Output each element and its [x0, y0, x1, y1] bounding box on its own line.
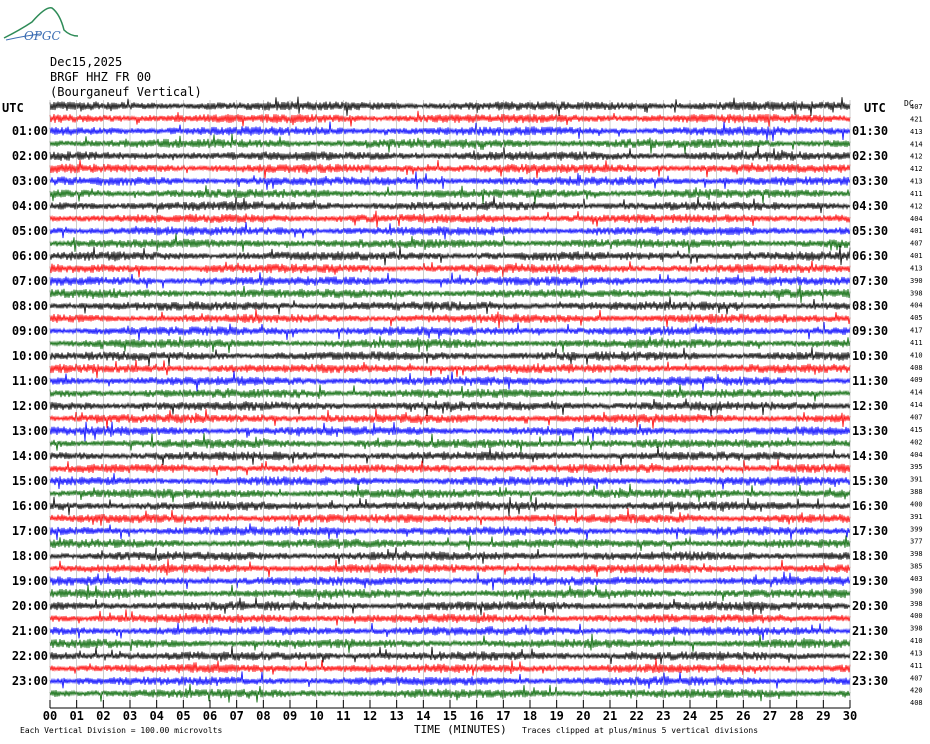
right-row-label: 03:30: [852, 174, 889, 188]
right-row-label: 21:30: [852, 624, 889, 638]
x-tick-label: 18: [522, 709, 538, 723]
left-row-label: 11:00: [11, 374, 48, 388]
right-utc-label: UTC: [864, 101, 886, 115]
x-tick-label: 04: [149, 709, 164, 723]
dc-offset-label: 402: [910, 438, 923, 447]
right-time-labels: [852, 124, 888, 688]
dc-offset-label: 398: [910, 550, 923, 559]
dc-offset-label: 400: [910, 612, 923, 621]
x-tick-label: 29: [816, 709, 831, 723]
dc-offset-label: 401: [910, 252, 923, 261]
dc-offset-labels: [910, 103, 923, 707]
left-row-label: 05:00: [11, 224, 48, 238]
dc-offset-label: 398: [910, 289, 923, 298]
dc-offset-label: 390: [910, 587, 923, 596]
x-tick-label: 24: [682, 709, 698, 723]
dc-offset-label: 404: [910, 214, 923, 223]
left-row-label: 18:00: [11, 549, 48, 563]
left-row-label: 21:00: [11, 624, 48, 638]
x-tick-label: 27: [762, 709, 778, 723]
dc-offset-label: 412: [910, 202, 923, 211]
left-row-label: 20:00: [11, 599, 48, 613]
x-tick-label: 26: [736, 709, 751, 723]
right-row-label: 01:30: [852, 124, 889, 138]
right-row-label: 15:30: [852, 474, 889, 488]
right-row-label: 07:30: [852, 274, 889, 288]
x-axis-title: TIME (MINUTES): [414, 723, 507, 736]
dc-offset-label: 410: [910, 637, 923, 646]
x-tick-label: 16: [469, 709, 484, 723]
x-tick-label: 03: [122, 709, 138, 723]
x-tick-label: 15: [442, 709, 458, 723]
x-tick-label: 25: [709, 709, 724, 723]
right-row-label: 04:30: [852, 199, 889, 213]
x-tick-label: 00: [42, 709, 58, 723]
left-row-label: 13:00: [11, 424, 48, 438]
right-row-label: 18:30: [852, 549, 889, 563]
x-tick-label: 21: [602, 709, 618, 723]
left-row-label: 06:00: [11, 249, 48, 263]
dc-offset-label: 417: [910, 326, 923, 335]
x-tick-label: 22: [629, 709, 644, 723]
left-row-label: 12:00: [11, 399, 48, 413]
dc-offset-label: 408: [910, 699, 923, 708]
left-row-label: 19:00: [11, 574, 48, 588]
x-tick-label: 10: [309, 709, 324, 723]
dc-offset-label: 413: [910, 649, 923, 658]
dc-offset-label: 413: [910, 177, 923, 186]
dc-offset-label: 401: [910, 227, 923, 236]
right-row-label: 23:30: [852, 674, 889, 688]
dc-offset-label: 413: [910, 264, 923, 273]
x-tick-label: 06: [202, 709, 218, 723]
vertical-division-note: Each Vertical Division = 100.00 microvolts: [20, 726, 223, 735]
station-code: BRGF HHZ FR 00: [50, 70, 152, 84]
x-tick-label: 19: [549, 709, 564, 723]
x-tick-label: 11: [336, 709, 351, 723]
x-tick-label: 20: [576, 709, 591, 723]
right-row-label: 05:30: [852, 224, 889, 238]
left-row-label: 22:00: [11, 649, 48, 663]
left-row-label: 03:00: [11, 174, 48, 188]
x-tick-label: 17: [496, 709, 511, 723]
x-tick-label: 12: [362, 709, 378, 723]
dc-offset-label: 407: [910, 239, 923, 248]
dc-offset-label: 414: [910, 140, 923, 149]
dc-offset-label: 411: [910, 189, 923, 198]
x-tick-label: 30: [842, 709, 858, 723]
right-row-label: 11:30: [852, 374, 889, 388]
dc-offset-label: 415: [910, 425, 923, 434]
left-row-label: 10:00: [11, 349, 48, 363]
right-row-label: 02:30: [852, 149, 889, 163]
dc-offset-label: 410: [910, 351, 923, 360]
right-row-label: 12:30: [852, 399, 889, 413]
left-row-label: 09:00: [11, 324, 48, 338]
right-row-label: 09:30: [852, 324, 889, 338]
dc-offset-label: 404: [910, 301, 923, 310]
left-utc-label: UTC: [2, 101, 24, 115]
x-tick-label: 28: [789, 709, 804, 723]
right-row-label: 17:30: [852, 524, 889, 538]
opgc-logo-text: OPGC: [24, 29, 61, 43]
x-tick-label: 13: [389, 709, 404, 723]
dc-offset-label: 391: [910, 475, 923, 484]
dc-offset-label: 421: [910, 115, 923, 124]
left-row-label: 15:00: [11, 474, 48, 488]
dc-offset-label: 407: [910, 413, 923, 422]
right-row-label: 13:30: [852, 424, 889, 438]
station-location: (Bourganeuf Vertical): [50, 85, 202, 99]
left-row-label: 04:00: [11, 199, 48, 213]
dc-offset-label: 398: [910, 624, 923, 633]
dc-offset-label: 405: [910, 314, 923, 323]
left-row-label: 14:00: [11, 449, 48, 463]
dc-offset-label: 385: [910, 562, 923, 571]
dc-offset-label: 414: [910, 388, 923, 397]
dc-offset-label: 391: [910, 512, 923, 521]
dc-offset-label: 408: [910, 363, 923, 372]
right-row-label: 20:30: [852, 599, 889, 613]
dc-column-label: DC: [904, 99, 914, 108]
dc-offset-label: 420: [910, 686, 923, 695]
x-tick-label: 08: [256, 709, 271, 723]
dc-offset-label: 413: [910, 127, 923, 136]
x-tick-label: 09: [282, 709, 298, 723]
x-tick-label: 05: [176, 709, 191, 723]
left-time-labels: [12, 124, 48, 688]
dc-offset-label: 411: [910, 338, 923, 347]
clip-note: Traces clipped at plus/minus 5 vertical divisions: [522, 726, 759, 735]
right-row-label: 16:30: [852, 499, 889, 513]
right-row-label: 08:30: [852, 299, 889, 313]
dc-offset-label: 407: [910, 103, 923, 111]
dc-offset-label: 388: [910, 488, 923, 497]
dc-offset-label: 409: [910, 376, 923, 385]
dc-offset-label: 414: [910, 401, 923, 410]
right-row-label: 22:30: [852, 649, 889, 663]
right-row-label: 19:30: [852, 574, 889, 588]
x-axis-ticks: [43, 700, 857, 723]
dc-offset-label: 411: [910, 661, 923, 670]
record-date: Dec15,2025: [50, 55, 123, 69]
left-row-label: 07:00: [11, 274, 48, 288]
dc-offset-label: 377: [910, 537, 923, 546]
left-row-label: 08:00: [11, 299, 48, 313]
x-tick-label: 02: [96, 709, 111, 723]
x-tick-label: 07: [229, 709, 244, 723]
dc-offset-label: 395: [910, 463, 923, 472]
dc-offset-label: 399: [910, 525, 923, 534]
x-tick-label: 23: [656, 709, 671, 723]
x-tick-label: 14: [416, 709, 431, 723]
dc-offset-label: 400: [910, 500, 923, 509]
right-row-label: 14:30: [852, 449, 889, 463]
dc-offset-label: 404: [910, 450, 923, 459]
right-row-label: 06:30: [852, 249, 889, 263]
dc-offset-label: 390: [910, 276, 923, 285]
dc-offset-label: 403: [910, 574, 923, 583]
x-tick-label: 01: [69, 709, 84, 723]
left-row-label: 01:00: [11, 124, 48, 138]
left-row-label: 23:00: [11, 674, 48, 688]
left-row-label: 17:00: [11, 524, 48, 538]
dc-offset-label: 398: [910, 599, 923, 608]
dc-offset-label: 412: [910, 165, 923, 174]
dc-offset-label: 412: [910, 152, 923, 161]
left-row-label: 16:00: [11, 499, 48, 513]
right-row-label: 10:30: [852, 349, 889, 363]
dc-offset-label: 407: [910, 674, 923, 683]
left-row-label: 02:00: [11, 149, 48, 163]
